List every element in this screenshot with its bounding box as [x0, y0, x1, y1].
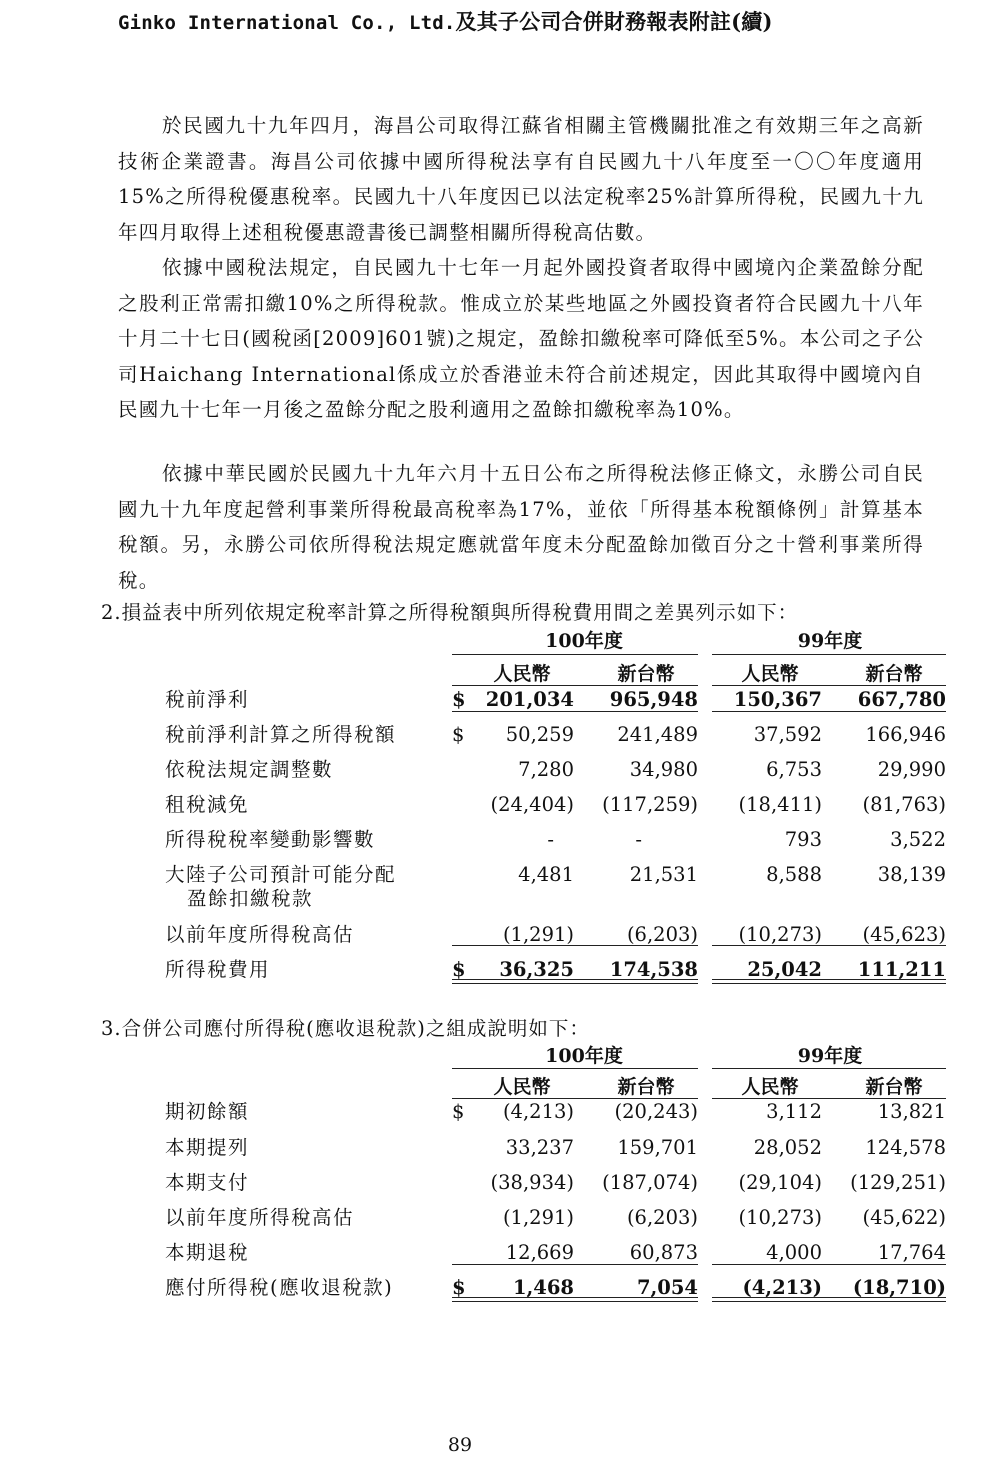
row-label-continued: 盈餘扣繳稅款	[187, 887, 314, 910]
cell-value: (6,203)	[626, 1206, 698, 1229]
cell-value: -	[547, 828, 554, 851]
row-label: 以前年度所得稅高估	[165, 923, 355, 946]
table3-year-99-rule	[712, 1068, 946, 1069]
cell-value: (38,934)	[490, 1171, 574, 1194]
table-row	[0, 1136, 1000, 1171]
table-row	[0, 1241, 1000, 1276]
cell-value: 201,034	[485, 688, 574, 711]
subtotal-rule	[712, 945, 946, 946]
cell-value: 111,211	[857, 958, 946, 981]
cell-value: 13,821	[877, 1100, 946, 1123]
subtotal-rule	[452, 1264, 698, 1265]
table3-col-rmb-100: 人民幣	[493, 1076, 551, 1098]
cell-value: 17,764	[877, 1241, 946, 1264]
cell-value: (24,404)	[490, 793, 574, 816]
cell-value: 29,990	[877, 758, 946, 781]
table3-col-ntd-99: 新台幣	[865, 1076, 923, 1098]
table-row	[0, 923, 1000, 958]
cell-value: -	[635, 828, 642, 851]
row-label: 本期提列	[165, 1136, 250, 1159]
table-row	[0, 1206, 1000, 1241]
currency-symbol: $	[452, 1100, 465, 1123]
cell-value: 4,481	[518, 863, 574, 886]
cell-value: 1,468	[512, 1276, 574, 1299]
row-label: 稅前淨利計算之所得稅額	[165, 723, 397, 746]
cell-value: 50,259	[505, 723, 574, 746]
cell-value: 28,052	[753, 1136, 822, 1159]
subtotal-rule	[452, 711, 698, 712]
table2-col-rmb-100: 人民幣	[493, 663, 551, 685]
table3-year-99: 99年度	[797, 1045, 863, 1067]
cell-value: 34,980	[629, 758, 698, 781]
cell-value: 124,578	[865, 1136, 946, 1159]
cell-value: 3,112	[766, 1100, 822, 1123]
row-label: 租稅減免	[165, 793, 250, 816]
table2-year-99: 99年度	[797, 630, 863, 652]
cell-value: 12,669	[505, 1241, 574, 1264]
page-header	[118, 6, 773, 36]
cell-value: 965,948	[609, 688, 698, 711]
cell-value: 667,780	[857, 688, 946, 711]
total-double-rule	[712, 1297, 946, 1302]
cell-value: (4,213)	[502, 1100, 574, 1123]
table-row	[0, 1171, 1000, 1206]
cell-value: 37,592	[753, 723, 822, 746]
table3-year-100: 100年度	[545, 1045, 623, 1067]
table2-year-100-rule	[452, 654, 698, 655]
cell-value: 8,588	[766, 863, 822, 886]
cell-value: (1,291)	[502, 1206, 574, 1229]
row-label: 大陸子公司預計可能分配	[165, 863, 397, 886]
cell-value: 36,325	[499, 958, 574, 981]
cell-value: (45,623)	[862, 923, 946, 946]
cell-value: 6,753	[766, 758, 822, 781]
cell-value: 7,280	[518, 758, 574, 781]
cell-value: (4,213)	[742, 1276, 822, 1299]
cell-value: 241,489	[617, 723, 698, 746]
cell-value: 33,237	[505, 1136, 574, 1159]
table3-title: 3.合併公司應付所得稅(應收退稅款)之組成說明如下：	[101, 1017, 590, 1040]
cell-value: (129,251)	[850, 1171, 946, 1194]
cell-value: 25,042	[747, 958, 822, 981]
row-label: 以前年度所得稅高估	[165, 1206, 355, 1229]
cell-value: 60,873	[629, 1241, 698, 1264]
row-label: 所得稅稅率變動影響數	[165, 828, 376, 851]
subtotal-rule	[712, 711, 946, 712]
cell-value: (10,273)	[738, 923, 822, 946]
cell-value: (20,243)	[614, 1100, 698, 1123]
paragraph-taiwan-tax: 依據中華民國於民國九十九年六月十五日公布之所得稅法修正條文，永勝公司自民國九十九年度起營利事業所得稅最高稅率為17%，並依「所得基本稅額條例」計算基本稅額。另，永勝公司依所得稅法規定應就當年度未分配盈餘加徵百分之十營利事業所得稅。	[118, 462, 924, 592]
row-label: 期初餘額	[165, 1100, 250, 1123]
cell-value: 21,531	[629, 863, 698, 886]
cell-value: 150,367	[733, 688, 822, 711]
table3-header-rule-1	[452, 1098, 698, 1099]
cell-value: 38,139	[877, 863, 946, 886]
cell-value: (187,074)	[602, 1171, 698, 1194]
total-double-rule	[452, 979, 698, 984]
page-number: 89	[447, 1434, 473, 1456]
cell-value: (117,259)	[602, 793, 698, 816]
currency-symbol: $	[452, 688, 466, 711]
table2-col-ntd-100: 新台幣	[617, 663, 675, 685]
table2-col-ntd-99: 新台幣	[865, 663, 923, 685]
currency-symbol: $	[452, 723, 465, 746]
currency-symbol: $	[452, 1276, 466, 1299]
table-row	[0, 723, 1000, 758]
cell-value: 7,054	[636, 1276, 698, 1299]
table2-col-rmb-99: 人民幣	[741, 663, 799, 685]
table-row	[0, 688, 1000, 723]
cell-value: (1,291)	[502, 923, 574, 946]
cell-value: (6,203)	[626, 923, 698, 946]
cell-value: (29,104)	[738, 1171, 822, 1194]
table2-header-rule-1	[452, 685, 698, 686]
row-label: 本期支付	[165, 1171, 250, 1194]
cell-value: (81,763)	[862, 793, 946, 816]
table2-header-rule-2	[712, 685, 946, 686]
subtotal-rule	[712, 1264, 946, 1265]
cell-value: 793	[784, 828, 822, 851]
row-label: 應付所得稅(應收退稅款)	[165, 1276, 394, 1299]
table2-year-99-rule	[712, 654, 946, 655]
table3-year-100-rule	[452, 1068, 698, 1069]
table-row	[0, 1100, 1000, 1135]
cell-value: (18,411)	[738, 793, 822, 816]
table-row	[0, 863, 1000, 918]
total-double-rule	[712, 979, 946, 984]
cell-value: 166,946	[865, 723, 946, 746]
header-company-name: Ginko International Co., Ltd.	[118, 12, 456, 34]
cell-value: 174,538	[609, 958, 698, 981]
cell-value: (45,622)	[862, 1206, 946, 1229]
cell-value: (10,273)	[738, 1206, 822, 1229]
row-label: 本期退稅	[165, 1241, 250, 1264]
cell-value: (18,710)	[852, 1276, 946, 1299]
table-row	[0, 793, 1000, 828]
table-row-total	[0, 958, 1000, 993]
table-row	[0, 828, 1000, 863]
row-label: 依稅法規定調整數	[165, 758, 334, 781]
table3-header-rule-2	[712, 1098, 946, 1099]
table-row	[0, 758, 1000, 793]
subtotal-rule	[452, 945, 698, 946]
table3-col-ntd-100: 新台幣	[617, 1076, 675, 1098]
cell-value: 3,522	[890, 828, 946, 851]
currency-symbol: $	[452, 958, 466, 981]
header-title: 及其子公司合併財務報表附註(續)	[455, 9, 773, 34]
table2-year-100: 100年度	[545, 630, 623, 652]
row-label: 所得稅費用	[165, 958, 271, 981]
paragraph-tax-incentive: 於民國九十九年四月，海昌公司取得江蘇省相關主管機關批准之有效期三年之高新技術企業證書。海昌公司依據中國所得稅法享有自民國九十八年度至一〇〇年度適用15%之所得稅優惠稅率。民國九十八年度因已以法定稅率25%計算所得稅，民國九十九年四月取得上述租稅優惠證書後已調整相關所得稅高估數。	[118, 114, 924, 244]
total-double-rule	[452, 1297, 698, 1302]
table2-title: 2.損益表中所列依規定稅率計算之所得稅額與所得稅費用間之差異列示如下：	[101, 601, 799, 624]
row-label: 稅前淨利	[165, 688, 250, 711]
cell-value: 4,000	[766, 1241, 822, 1264]
table3-col-rmb-99: 人民幣	[741, 1076, 799, 1098]
cell-value: 159,701	[617, 1136, 698, 1159]
paragraph-withholding-tax: 依據中國稅法規定，自民國九十七年一月起外國投資者取得中國境內企業盈餘分配之股利正常需扣繳10%之所得稅款。惟成立於某些地區之外國投資者符合民國九十八年十月二十七日(國稅函[2009]601號)之規定，盈餘扣繳稅率可降低至5%。本公司之子公司Haichang International係成立於香港並未符合前述規定，因此其取得中國境內自民國九十七年一月後之盈餘分配之股利適用之盈餘扣繳稅率為10%。	[118, 256, 924, 421]
table-row-total	[0, 1276, 1000, 1311]
